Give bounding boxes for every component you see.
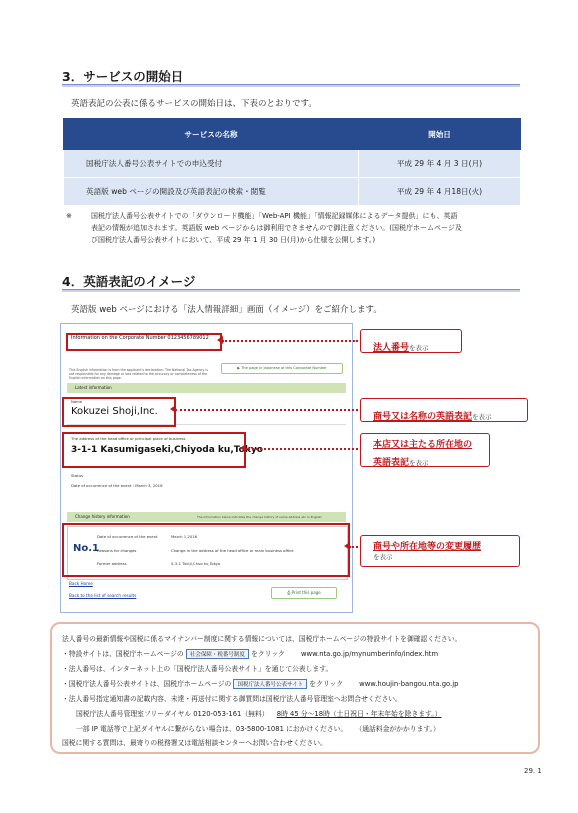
mynumber-url[interactable]: www.nta.go.jp/mynumberinfo/index.htm: [300, 650, 439, 658]
section-4-heading-text: 4．英語表記のイメージ: [62, 274, 196, 289]
section-underline: [62, 85, 520, 87]
callout-corporate-number: [360, 329, 462, 353]
info-line: 法人番号の最新情報や国税に係るマイナンバー制度に関する情報については、国税庁ホームページの特設サイトを御確認ください。: [62, 635, 462, 643]
history-label: Date of occurrence of the event: [97, 534, 158, 539]
connector: [175, 409, 358, 411]
callout-title: 本店又は主たる所在地の: [373, 440, 473, 450]
info-line: 国税に関する質問は、最寄りの税務署又は電話相談センターへお問い合わせください。: [62, 739, 327, 747]
table-cell: 英語版 web ページの開設及び英語表記の検索・閲覧: [64, 178, 359, 206]
info-text: 一部 IP 電話等で上記ダイヤルに繋がらない場合は、03-5800-1081 におかけください。: [76, 725, 348, 733]
history-label: Reasons for changes: [97, 548, 137, 553]
callout-suffix: を表示: [373, 553, 393, 561]
arrow-left-icon: [217, 336, 223, 344]
history-value: March 1,2016: [171, 534, 198, 539]
info-box: [50, 622, 540, 754]
info-line: ・法人番号は、インターネット上の「国税庁法人番号公表サイト」を通じて公表します。: [62, 665, 333, 673]
houjin-url[interactable]: www.houjin-bangou.nta.go.jp: [359, 680, 459, 688]
table-note: [66, 210, 531, 246]
connector: [245, 448, 358, 450]
note-line: び国税庁法人番号公表サイトにおいて、平成 29 年 1 月 30 日(月)から仕様を公開します。): [91, 236, 376, 244]
note-mark: ※: [66, 212, 72, 220]
arrow-left-icon: [170, 405, 176, 413]
page-number: 29. 1: [524, 767, 542, 775]
mockup-disclaimer: This English information is from the applicant's declaration. The National Tax Agency is not responsible for any damage or loss related to the accuracy or completeness of the English information on this page.: [69, 368, 208, 380]
page-link-icon: ▶: [237, 366, 242, 370]
connector: [349, 546, 358, 548]
name-value: Kokuzei Shoji,Inc.: [71, 406, 158, 417]
callout-address: [360, 433, 490, 467]
history-note: The information below indicates the change history of name address etc in English.: [197, 515, 323, 519]
info-text: ・国税庁法人番号公表サイトは、国税庁ホームページの: [62, 680, 232, 688]
history-bar-text: Change history information: [75, 514, 130, 519]
mockup-title: Information on the Corporate Number 0123456789012: [71, 335, 209, 341]
section-3-heading: [62, 66, 520, 85]
info-line: [62, 678, 458, 689]
printer-icon: ⎙: [287, 590, 292, 595]
address-value: 3-1-1 Kasumigaseki,Chiyoda ku,Tokyo: [71, 445, 263, 455]
history-label: Former address: [97, 561, 127, 566]
history-number: No.1: [73, 543, 99, 554]
info-line: ・法人番号指定通知書の記載内容、未達・再送付に関する御質問は国税庁法人番号管理室へお問合せください。: [62, 695, 402, 703]
table-row: [64, 178, 521, 206]
callout-title: 法人番号: [373, 343, 410, 353]
section-4-intro: 英語版 web ページにおける「法人情報詳細」画面（イメージ）をご紹介します。: [71, 305, 382, 315]
latest-info-bar: Latest information: [67, 383, 346, 393]
address-label: The address of the head office or principal place of business: [71, 436, 186, 441]
print-page-button[interactable]: [271, 587, 337, 599]
service-start-table: [63, 118, 521, 206]
info-text: 国税庁法人番号管理室フリーダイヤル 0120-053-161（無料）: [76, 710, 269, 718]
note-line: 表記の情報が追加されます。英語版 web ページからは御利用できませんので御注意ください。(国税庁ホームページ及: [91, 224, 462, 232]
note-line: 国税庁法人番号公表サイトでの「ダウンロード機能」「Web-API 機能」「情報記録媒体によるデータ提供」にも、英語: [91, 212, 458, 220]
table-header-start: 開始日: [359, 119, 521, 150]
history-value: 5-3-1 Tukiji,Chuo ku,Tokyo: [171, 561, 221, 566]
table-cell: 国税庁法人番号公表サイトでの申込受付: [64, 150, 359, 178]
info-text: ・特設サイトは、国税庁ホームページの: [62, 650, 184, 658]
arrow-left-icon: [344, 542, 350, 550]
info-text: （通話料金がかかります。）: [355, 725, 440, 733]
status-label: Status: [71, 473, 84, 478]
highlight-address: [62, 432, 246, 468]
mynumber-banner-button[interactable]: 社会保障・税番号制度: [186, 649, 249, 659]
history-bar: [67, 512, 346, 522]
callout-name: [360, 398, 528, 422]
arrow-left-icon: [240, 444, 246, 452]
callout-history: [360, 535, 520, 567]
info-line: [76, 708, 441, 718]
table-header-service: サービスの名称: [64, 119, 359, 150]
table-cell: 平成 29 年 4 月 3 日(月): [359, 150, 521, 178]
occurrence-date: Date of occurrence of the event : March 3, 2016: [71, 483, 163, 488]
section-3-heading-text: 3．サービスの開始日: [62, 69, 184, 84]
back-to-list-link[interactable]: Back to the list of search results: [69, 593, 137, 598]
section-underline: [62, 290, 520, 292]
japanese-page-link[interactable]: [221, 363, 343, 374]
table-cell: 平成 29 年 4 月18日(火): [359, 178, 521, 206]
info-line: [62, 648, 438, 659]
highlight-number: [66, 333, 222, 351]
section-3-intro: 英語表記の公表に係るサービスの開始日は、下表のとおりです。: [71, 99, 317, 109]
page-link-text: The page in Japanese of this Corporate Number: [241, 366, 327, 370]
callout-title: 商号や所在地等の変更履歴: [373, 542, 482, 552]
callout-title: 商号又は名称の英語表記: [373, 412, 473, 422]
info-text: をクリック: [309, 680, 343, 688]
highlight-name: [62, 397, 176, 427]
print-label: Print this page: [291, 590, 321, 595]
callout-title-2: 英語表記: [373, 458, 410, 468]
section-4-heading: [62, 271, 520, 290]
callout-suffix: を表示: [409, 459, 429, 467]
highlight-history: [62, 523, 350, 577]
table-row: [64, 150, 521, 178]
connector: [222, 340, 358, 342]
name-label: Name: [71, 399, 83, 404]
info-text: をクリック: [251, 650, 285, 658]
back-home-link[interactable]: Back Home: [69, 581, 93, 586]
houjin-banner-button[interactable]: 国税庁法人番号公表サイト: [233, 679, 307, 689]
info-hours: 8時 45 分～18時（土日祝日・年末年始を除きます。）: [276, 710, 442, 718]
callout-suffix: を表示: [472, 413, 492, 421]
info-line: [76, 723, 440, 733]
history-value: Change in the address of the head office or main business office: [171, 548, 294, 553]
callout-suffix: を表示: [409, 344, 429, 352]
